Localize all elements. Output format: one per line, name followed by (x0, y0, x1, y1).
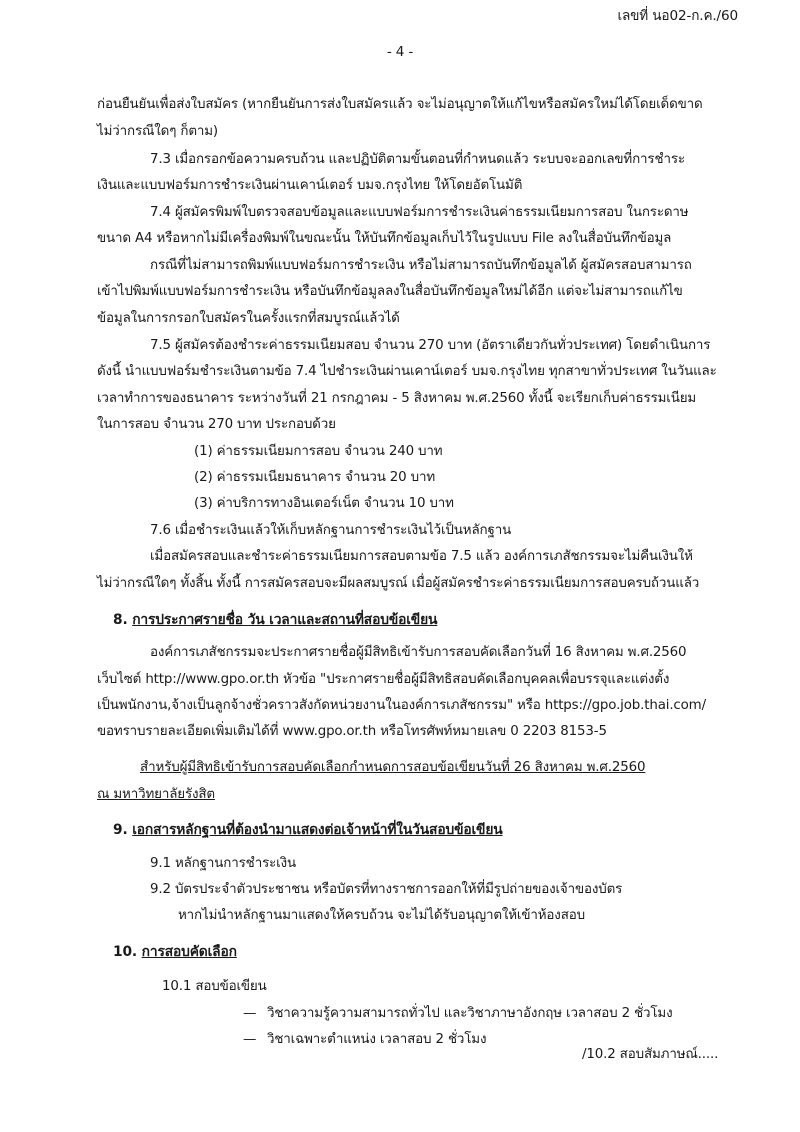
document-item: 9.1 หลักฐานการชำระเงิน (150, 856, 296, 871)
paragraph-line: เป็นพนักงาน,จ้างเป็นลูกจ้างชั่วคราวสังกัดหน่วยงานในองค์การเภสัชกรรม" หรือ https://gpo.job.thai.com/ (97, 698, 706, 713)
paragraph-line: ขอทราบรายละเอียดเพิ่มเติมได้ที่ www.gpo.or.th หรือโทรศัพท์หมายเลข 0 2203 8153-5 (97, 724, 607, 739)
section-title: เอกสารหลักฐานที่ต้องนำมาแสดงต่อเจ้าหน้าที่ในวันสอบข้อเขียน (132, 822, 503, 838)
paragraph-line: เวลาทำการของธนาคาร ระหว่างวันที่ 21 กรกฎาคม - 5 สิงหาคม พ.ศ.2560 ทั้งนี้ จะเรียกเก็บค่าธรรมเนียม (97, 391, 697, 406)
paragraph-line: กรณีที่ไม่สามารถพิมพ์แบบฟอร์มการชำระเงิน หรือไม่สามารถบันทึกข้อมูลได้ ผู้สมัครสอบสามารถ (150, 258, 692, 273)
clause-7-5: 7.5 ผู้สมัครต้องชำระค่าธรรมเนียมสอบ จำนวน 270 บาท (อัตราเดียวกันทั่วประเทศ) โดยดำเนินการ (150, 338, 711, 353)
paragraph-line: ไม่ว่ากรณีใดๆ ทั้งสิ้น ทั้งนี้ การสมัครสอบจะมีผลสมบูรณ์ เมื่อผู้สมัครชำระค่าธรรมเนียมการสอบครบถ้วนแล้ว (97, 576, 700, 591)
paragraph-line: ในการสอบ จำนวน 270 บาท ประกอบด้วย (97, 417, 336, 432)
continuation-note: /10.2 สอบสัมภาษณ์..... (582, 1047, 719, 1062)
exam-venue-note: ณ มหาวิทยาลัยรังสิต (97, 787, 215, 802)
section-title: การสอบคัดเลือก (141, 944, 237, 960)
page-number: - 4 - (386, 44, 414, 60)
fee-item: (2) ค่าธรรมเนียมธนาคาร จำนวน 20 บาท (194, 470, 436, 485)
section-10-heading (113, 942, 237, 962)
section-title: การประกาศรายชื่อ วัน เวลาและสถานที่สอบข้อเขียน (132, 612, 438, 628)
paragraph-line: องค์การเภสัชกรรมจะประกาศรายชื่อผู้มีสิทธิเข้ารับการสอบคัดเลือกวันที่ 16 สิงหาคม พ.ศ.2560 (150, 645, 687, 660)
exam-subject-item (243, 1004, 673, 1024)
paragraph-line: เว็บไซต์ http://www.gpo.or.th หัวข้อ "ประกาศรายชื่อผู้มีสิทธิสอบคัดเลือกบุคคลเพื่อบรรจุและแต่งตั้ง (97, 672, 670, 687)
paragraph-line: ขนาด A4 หรือหากไม่มีเครื่องพิมพ์ในขณะนั้น ให้บันทึกข้อมูลเก็บไว้ในรูปแบบ File ลงในสื่อบันทึกข้อมูล (97, 231, 672, 246)
paragraph-line: หากไม่นำหลักฐานมาแสดงให้ครบถ้วน จะไม่ได้รับอนุญาตให้เข้าห้องสอบ (178, 908, 585, 923)
section-number: 8. (113, 612, 128, 628)
dash-bullet-icon: — (243, 1032, 257, 1047)
paragraph-line: ข้อมูลในการกรอกใบสมัครในครั้งแรกที่สมบูรณ์แล้วได้ (97, 311, 400, 326)
paragraph-line: เมื่อสมัครสอบและชำระค่าธรรมเนียมการสอบตามข้อ 7.5 แล้ว องค์การเภสัชกรรมจะไม่คืนเงินให้ (150, 549, 693, 564)
paragraph-line: ดังนี้ นำแบบฟอร์มชำระเงินตามข้อ 7.4 ไปชำระเงินผ่านเคาน์เตอร์ บมจ.กรุงไทย ทุกสาขาทั่วประเทศ ในวันและ (97, 364, 717, 379)
document-item: 9.2 บัตรประจำตัวประชาชน หรือบัตรที่ทางราชการออกให้ที่มีรูปถ่ายของเจ้าของบัตร (150, 882, 623, 897)
section-number: 10. (113, 944, 137, 960)
section-9-heading (113, 820, 503, 840)
fee-item: (1) ค่าธรรมเนียมการสอบ จำนวน 240 บาท (194, 444, 443, 459)
clause-7-4: 7.4 ผู้สมัครพิมพ์ใบตรวจสอบข้อมูลและแบบฟอร์มการชำระเงินค่าธรรมเนียมการสอบ ในกระดาษ (150, 205, 689, 220)
exam-subject-text: วิชาความรู้ความสามารถทั่วไป และวิชาภาษาอังกฤษ เวลาสอบ 2 ชั่วโมง (267, 1006, 673, 1021)
dash-bullet-icon: — (243, 1006, 257, 1021)
paragraph-line: เข้าไปพิมพ์แบบฟอร์มการชำระเงิน หรือบันทึกข้อมูลลงในสื่อบันทึกข้อมูลใหม่ได้อีก แต่จะไม่สามารถแก้ไข (97, 284, 683, 299)
paragraph-line: เงินและแบบฟอร์มการชำระเงินผ่านเคาน์เตอร์ บมจ.กรุงไทย ให้โดยอัตโนมัติ (97, 178, 523, 193)
clause-7-6: 7.6 เมื่อชำระเงินแล้วให้เก็บหลักฐานการชำระเงินไว้เป็นหลักฐาน (150, 523, 512, 538)
fee-item: (3) ค่าบริการทางอินเตอร์เน็ต จำนวน 10 บาท (194, 496, 454, 511)
clause-7-3: 7.3 เมื่อกรอกข้อความครบถ้วน และปฏิบัติตามขั้นตอนที่กำหนดแล้ว ระบบจะออกเลขที่การชำระ (150, 152, 685, 167)
section-8-heading (113, 610, 437, 630)
section-number: 9. (113, 822, 128, 838)
exam-date-note: สำหรับผู้มีสิทธิเข้ารับการสอบคัดเลือกกำหนดการสอบข้อเขียนวันที่ 26 สิงหาคม พ.ศ.2560 (140, 760, 646, 775)
paragraph-line: ก่อนยืนยันเพื่อส่งใบสมัคร (หากยืนยันการส่งใบสมัครแล้ว จะไม่อนุญาตให้แก้ไขหรือสมัครใหม่ได้โดยเด็ดขาด (97, 97, 703, 112)
document-number: เลขที่ นอ02-ก.ค./60 (617, 8, 738, 24)
subsection-10-1: 10.1 สอบข้อเขียน (162, 979, 267, 994)
exam-subject-text: วิชาเฉพาะตำแหน่ง เวลาสอบ 2 ชั่วโมง (267, 1032, 487, 1047)
exam-subject-item (243, 1030, 486, 1050)
paragraph-line: ไม่ว่ากรณีใดๆ ก็ตาม) (97, 124, 218, 139)
